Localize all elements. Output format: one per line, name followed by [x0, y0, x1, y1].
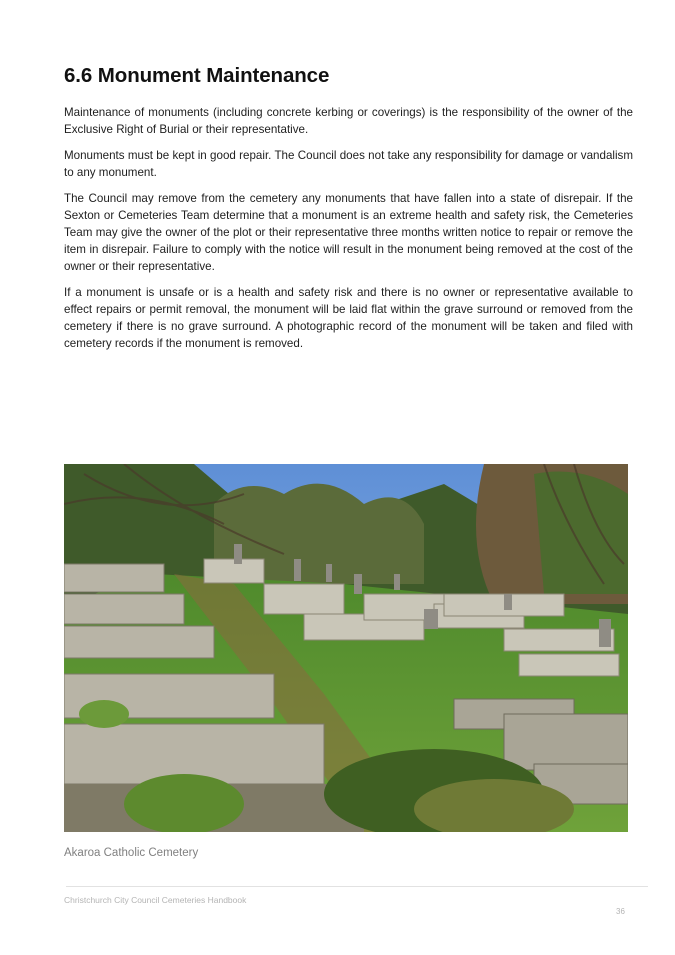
footer-divider [66, 886, 648, 887]
section-body [64, 104, 633, 361]
paragraph-repair: Monuments must be kept in good repair. The Council does not take any responsibility for damage or vandalism to any monument. [64, 149, 633, 179]
paragraph-ownership: Maintenance of monuments (including concrete kerbing or coverings) is the responsibility of the owner of the Exclusive Right of Burial or their representative. [64, 106, 633, 136]
paragraph-unsafe-monument: If a monument is unsafe or is a health and safety risk and there is no owner or representative available to effect repairs or permit removal, the monument will be laid flat within the grave surround or removed from the cemetery if there is no grave surround. A photographic record of the monument will be taken and filed with cemetery records if the monument is removed. [64, 286, 633, 350]
page-number: 36 [616, 907, 625, 916]
photo-caption: Akaroa Catholic Cemetery [64, 847, 199, 859]
cemetery-photo [64, 464, 628, 832]
paragraph-disrepair-removal: The Council may remove from the cemetery any monuments that have fallen into a state of disrepair. If the Sexton or Cemeteries Team determine that a monument is an extreme health and safety risk, the Cemeteries Team may give the owner of the plot or their representative three months written notice to repair or remove the item in disrepair. Failure to comply with the notice will result in the monument being removed at the cost of the owner or their representative. [64, 192, 633, 273]
section-heading: 6.6 Monument Maintenance [64, 64, 330, 87]
footer-document-title: Christchurch City Council Cemeteries Handbook [64, 895, 247, 905]
